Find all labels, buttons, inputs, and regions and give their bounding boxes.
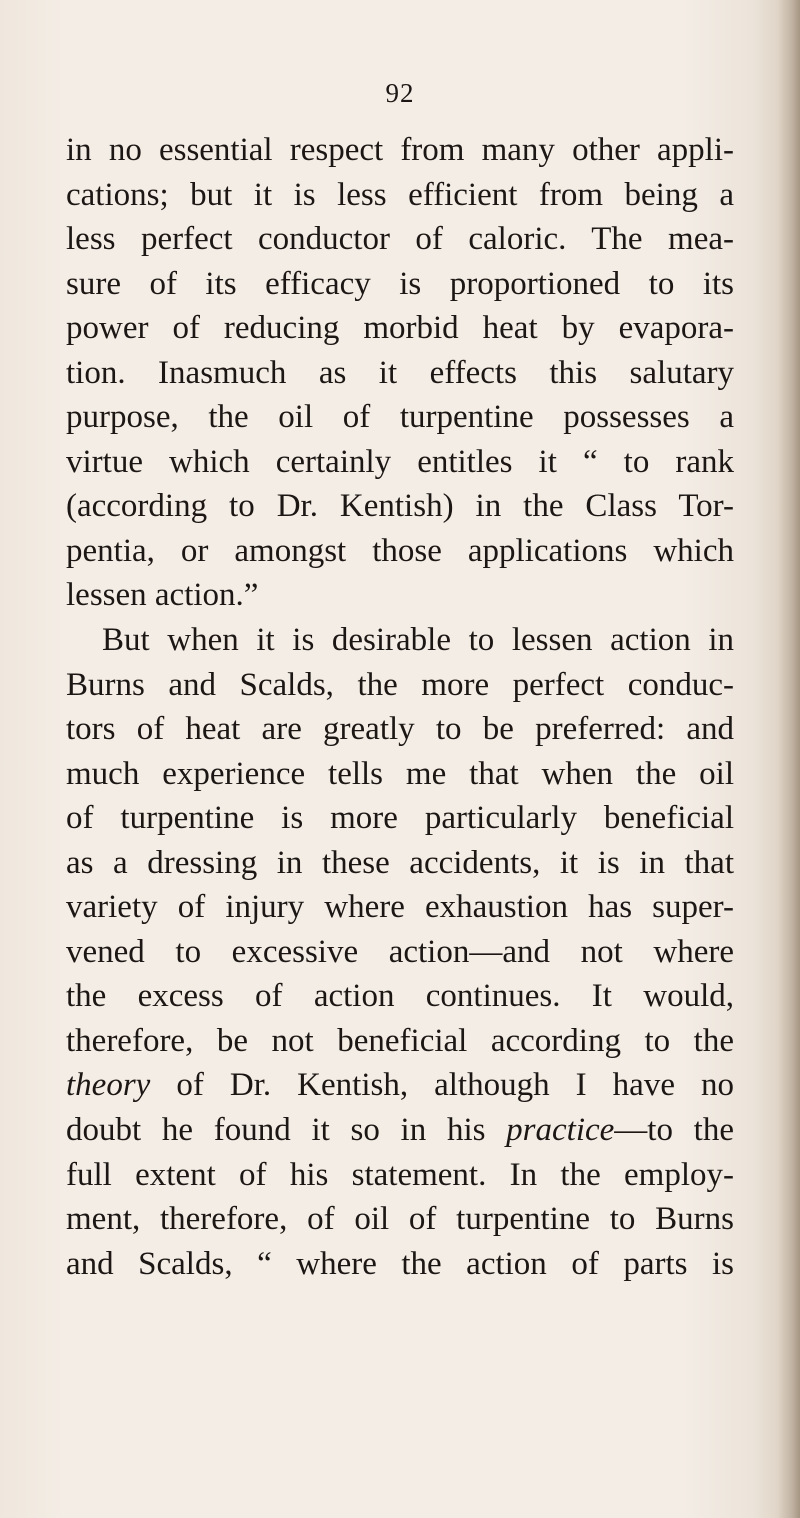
text-line: power of reducing morbid heat by evapora-: [66, 310, 734, 347]
text-line: purpose, the oil of turpentine possesses a: [66, 399, 734, 436]
text-line: But when it is desirable to lessen action in: [102, 622, 734, 659]
text-line-mixed: [66, 1063, 734, 1108]
text-line: of turpentine is more particularly beneficial: [66, 800, 734, 837]
text-line: virtue which certainly entitles it “ to rank: [66, 443, 734, 480]
italic-word: practice: [506, 1112, 615, 1149]
text-line: full extent of his statement. In the employ-: [66, 1156, 734, 1193]
text-line: in no essential respect from many other appli-: [66, 132, 734, 168]
text-line-mixed: [66, 1108, 734, 1153]
text-fragment: of Dr. Kentish, although I have no: [176, 1067, 734, 1104]
text-line: lessen action.”: [66, 577, 259, 614]
text-fragment: —to the: [614, 1112, 734, 1149]
text-line: tors of heat are greatly to be preferred: and: [66, 711, 734, 748]
text-line: as a dressing in these accidents, it is in that: [66, 844, 734, 881]
text-line: tion. Inasmuch as it effects this salutary: [66, 354, 734, 391]
text-line: variety of injury where exhaustion has super-: [66, 889, 734, 926]
text-line: pentia, or amongst those applications which: [66, 532, 734, 569]
page-edge-shadow: [778, 0, 800, 1518]
text-line: cations; but it is less efficient from being a: [66, 176, 734, 213]
text-fragment: doubt he found it so in his: [66, 1112, 486, 1149]
text-line: less perfect conductor of caloric. The mea-: [66, 221, 734, 258]
page-number: 92: [385, 78, 415, 108]
text-line: therefore, be not beneficial according to the: [66, 1022, 734, 1059]
text-line: (according to Dr. Kentish) in the Class Tor-: [66, 488, 734, 525]
text-line: Burns and Scalds, the more perfect conduc-: [66, 666, 734, 703]
text-line: ment, therefore, of oil of turpentine to Burns: [66, 1201, 734, 1238]
text-line: and Scalds, “ where the action of parts is: [66, 1245, 734, 1282]
text-line: much experience tells me that when the oil: [66, 755, 734, 792]
text-line: sure of its efficacy is proportioned to its: [66, 265, 734, 302]
italic-word: theory: [66, 1067, 151, 1104]
text-line: vened to excessive action—and not where: [66, 933, 734, 970]
body-text: [66, 128, 734, 1286]
text-line: the excess of action continues. It would,: [66, 978, 734, 1015]
